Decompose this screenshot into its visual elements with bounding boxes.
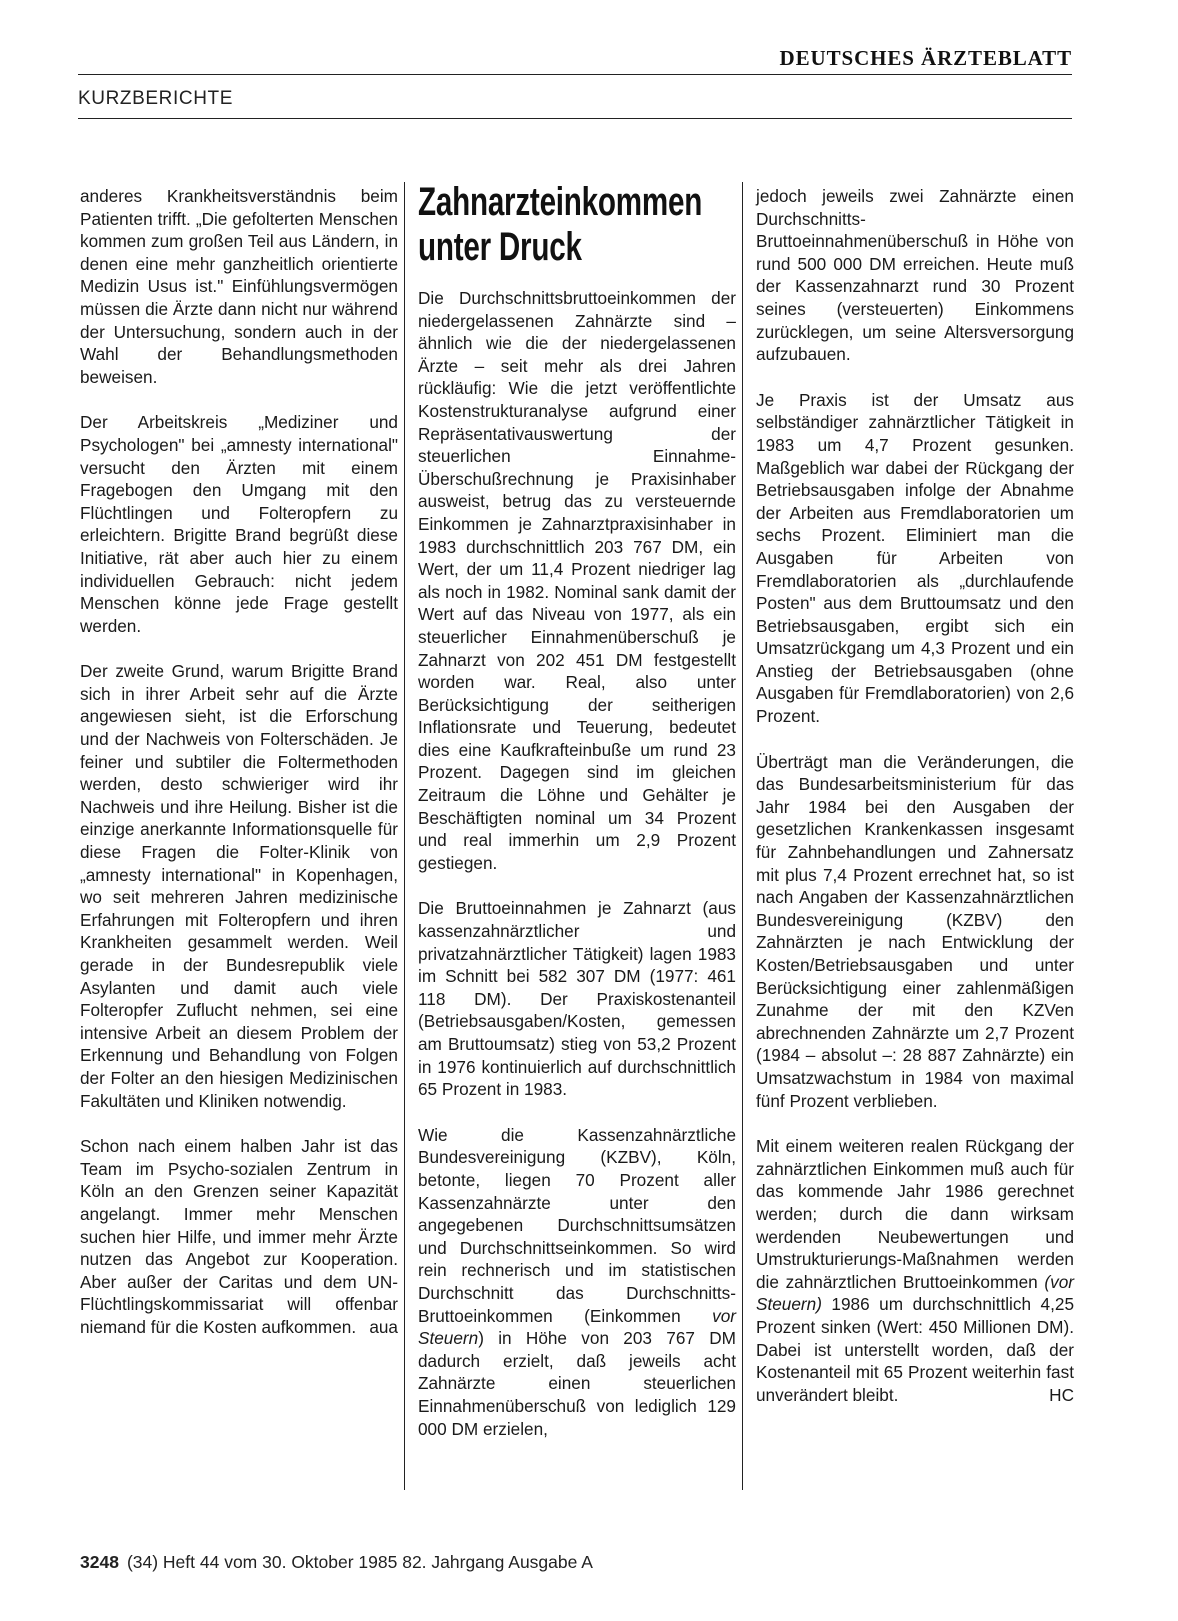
paragraph (418, 1124, 736, 1440)
article-headline (418, 180, 703, 270)
paragraph-text: 1986 um durchschnittlich 4,25 Prozent sinken (Wert: 450 Millionen DM). Dabei ist unterstellt worden, daß der Kostenanteil mit 65 Prozent weiterhin fast unverändert bleibt. (756, 1294, 1074, 1405)
author-signature: aua (369, 1316, 398, 1337)
emphasis: vor Steuern (418, 1305, 736, 1349)
column-right (756, 185, 1074, 1406)
paragraph (80, 1135, 398, 1338)
column-left (80, 185, 398, 1339)
paragraph-text: Schon nach einem halben Jahr ist das Team im Psycho-sozialen Zentrum in Köln an den Grenzen seiner Kapazität angelangt. Immer mehr Menschen suchen hier Hilfe, und immer mehr Ärzte nutzen das Angebot zur Kooperation. Aber außer der Caritas und dem UN-Flüchtlingskommissariat will offenbar niemand für die Kosten aufkommen. (80, 1136, 398, 1337)
paragraph (756, 1135, 1074, 1406)
headline-line-2: unter Druck (418, 225, 582, 269)
paragraph: Überträgt man die Veränderungen, die das Bundesarbeitsministerium für das Jahr 1984 bei den Ausgaben der gesetzlichen Krankenkassen insgesamt für Zahnbehandlungen und Zahnersatz mit plus 7,4 Prozent errechnet hat, so ist nach Angaben der Kassenzahnärztlichen Bundesvereinigung (KZBV) den Zahnärzten je nach Entwicklung der Kosten/Betriebsausgaben und unter Berücksichtigung einer zahlenmäßigen Zunahme der mit den KZVen abrechnenden Zahnärzte um 2,7 Prozent (1984 – absolut –: 28 887 Zahnärzte) ein Umsatzwachstum in 1984 von maximal fünf Prozent verblieben. (756, 751, 1074, 1111)
emphasis: (vor Steuern) (756, 1271, 1074, 1315)
page-footer (80, 1552, 593, 1573)
issue-info: (34) Heft 44 vom 30. Oktober 1985 82. Jahrgang Ausgabe A (126, 1552, 593, 1572)
paragraph-text: Mit einem weiteren realen Rückgang der zahnärztlichen Einkommen muß auch für das kommende Jahr 1986 gerechnet werden; durch die dann wirksam werdenden Neubewertungen und Umstrukturierungs-Maßnahmen werden die zahnärztlichen Bruttoeinkommen (756, 1136, 1074, 1292)
paragraph: Der Arbeitskreis „Mediziner und Psychologen" bei „amnesty international" versucht den Ärzten mit einem Fragebogen den Umgang mit den Flüchtlingen und Folteropfern zu erleichtern. Brigitte Brand begrüßt diese Initiative, rät aber auch hier zu einem individuellen Gebrauch: nicht jedem Menschen könne jede Frage gestellt werden. (80, 412, 398, 636)
paragraph: anderes Krankheitsverständnis beim Patienten trifft. „Die gefolterten Menschen kommen zum großen Teil aus Ländern, in denen eine mehr ganzheitlich orientierte Medizin Usus ist." Einfühlungsvermögen müssen die Ärzte dann nicht nur während der Untersuchung, sondern auch in der Wahl der Behandlungsmethoden beweisen. (80, 186, 398, 387)
column-divider-2 (742, 182, 743, 1490)
column-middle (418, 287, 736, 1440)
paragraph: Die Bruttoeinnahmen je Zahnarzt (aus kassenzahnärztlicher und privatzahnärztlicher Tätigkeit) lagen 1983 im Schnitt bei 582 307 DM (1977: 461 118 DM). Der Praxiskostenanteil (Betriebsausgaben/Kosten, gemessen am Bruttoumsatz) stieg von 53,2 Prozent in 1976 kontinuierlich auf durchschnittlich 65 Prozent in 1983. (418, 898, 736, 1100)
journal-title: DEUTSCHES ÄRZTEBLATT (779, 46, 1072, 70)
paragraph: Je Praxis ist der Umsatz aus selbständiger zahnärztlicher Tätigkeit in 1983 um 4,7 Prozent gesunken. Maßgeblich war dabei der Rückgang der Betriebsausgaben infolge der Abnahme der Arbeiten aus Fremdlaboratorien um sechs Prozent. Eliminiert man die Ausgaben für Arbeiten von Fremdlaboratorien als „durchlaufende Posten" aus dem Bruttoumsatz und den Betriebsausgaben, ergibt sich ein Umsatzrückgang um 4,3 Prozent und ein Anstieg der Betriebsausgaben (ohne Ausgaben für Fremdlaboratorien) von 2,6 Prozent. (756, 389, 1074, 727)
paragraph-text: Wie die Kassenzahnärztliche Bundesvereinigung (KZBV), Köln, betonte, liegen 70 Prozent aller Kassenzahnärzte unter den angegebenen Durchschnittsumsätzen und Durchschnittseinkommen. So wird rein rechnerisch und im statistischen Durchschnitt das Durchschnitts-Bruttoeinkommen (Einkommen (418, 1124, 736, 1326)
paragraph: Die Durchschnittsbruttoeinkommen der niedergelassenen Zahnärzte sind – ähnlich wie die der niedergelassenen Ärzte – seit mehr als drei Jahren rückläufig: Wie die jetzt veröffentlichte Kostenstrukturanalyse aufgrund einer Repräsentativauswertung der steuerlichen Einnahme-Überschußrechnung je Praxisinhaber ausweist, betrug das zu versteuernde Einkommen je Zahnarztpraxisinhaber in 1983 durchschnittlich 203 767 DM, ein Wert, der um 11,4 Prozent niedriger lag als noch in 1982. Nominal sank damit der Wert auf das Niveau von 1977, als ein steuerlicher Einnahmenüberschuß je Zahnarzt von 202 451 DM festgestellt worden war. Real, also unter Berücksichtigung der seitherigen Inflationsrate und Teuerung, bedeutet dies eine Kaufkrafteinbuße um rund 23 Prozent. Dagegen sind im gleichen Zeitraum die Löhne und Gehälter je Beschäftigten nominal um 34 Prozent und real immerhin um 2,9 Prozent gestiegen. (418, 288, 736, 873)
paragraph: Der zweite Grund, warum Brigitte Brand sich in ihrer Arbeit sehr auf die Ärzte angewiesen sieht, ist die Erforschung und der Nachweis von Folterschäden. Je feiner und subtiler die Foltermethoden werden, desto schwieriger wird ihr Nachweis und ihre Heilung. Bisher ist die einzige anerkannte Informationsquelle für diese Fragen die Folter-Klinik von „amnesty international" in Kopenhagen, wo seit mehreren Jahren medizinische Erfahrungen mit Folteropfern und ihren Krankheiten gesammelt werden. Weil gerade in der Bundesrepublik viele Asylanten und damit auch viele Folteropfer Zuflucht nehmen, sei eine intensive Arbeit an diesem Problem der Erkennung und Behandlung von Folgen der Folter an den hiesigen Medizinischen Fakultäten und Kliniken notwendig. (80, 661, 398, 1111)
top-rule (78, 74, 1072, 75)
paragraph-text: ) in Höhe von 203 767 DM dadurch erzielt, daß jeweils acht Zahnärzte einen steuerlichen Einnahmenüberschuß von lediglich 129 000 DM erzielen, (418, 1328, 736, 1439)
author-signature: HC (1049, 1384, 1074, 1405)
page-number: 3248 (80, 1552, 119, 1572)
section-label: KURZBERICHTE (78, 88, 233, 109)
column-divider-1 (404, 182, 405, 1490)
section-rule (78, 118, 1072, 119)
paragraph: jedoch jeweils zwei Zahnärzte einen Durchschnitts-Bruttoeinnahmenüberschuß in Höhe von rund 500 000 DM erreichen. Heute muß der Kassenzahnarzt rund 30 Prozent seines (versteuerten) Einkommens zurücklegen, um seine Altersversorgung aufzubauen. (756, 186, 1074, 365)
headline-line-1: Zahnarzteinkommen (418, 180, 703, 224)
